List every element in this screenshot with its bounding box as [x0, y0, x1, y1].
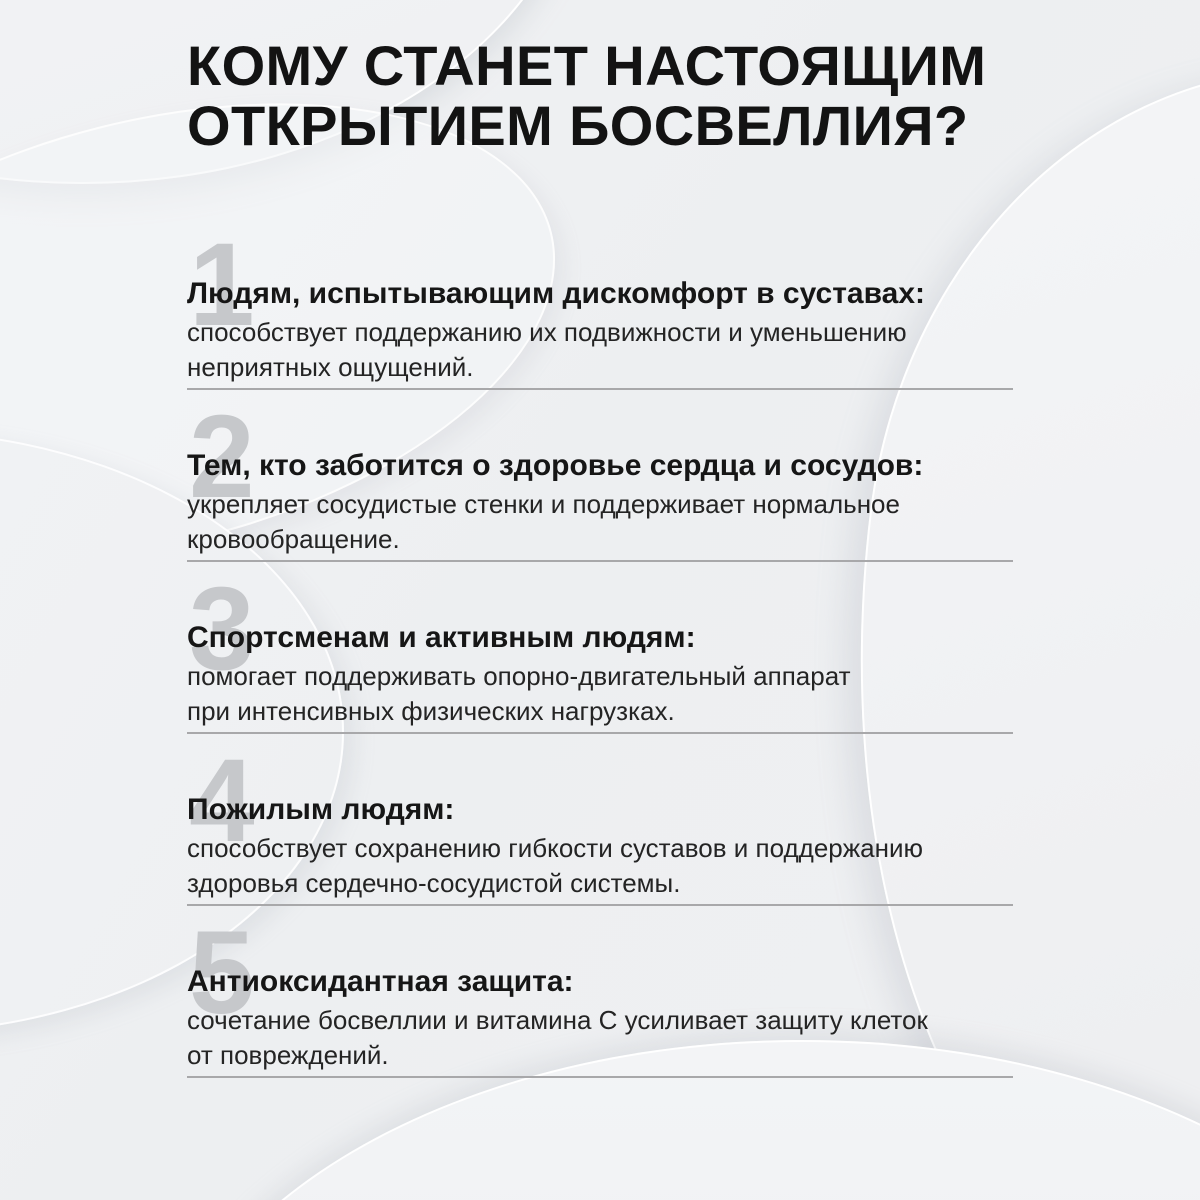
item-heading: Антиоксидантная защита:	[187, 964, 574, 998]
item-heading: Пожилым людям:	[187, 792, 455, 826]
item-divider	[187, 904, 1013, 906]
item-body-line-1: способствует поддержанию их подвижности и уменьшению	[187, 317, 907, 348]
item-body-line-2: здоровья сердечно-сосудистой системы.	[187, 868, 681, 899]
item-divider	[187, 732, 1013, 734]
item-body-line-1: помогает поддерживать опорно-двигательный аппарат	[187, 661, 851, 692]
page-title	[187, 36, 1013, 156]
item-divider	[187, 1076, 1013, 1078]
page-title-line-1: КОМУ СТАНЕТ НАСТОЯЩИМ	[187, 34, 987, 97]
item-body	[187, 831, 1013, 901]
list-item-2	[187, 390, 1013, 592]
page-title-line-2: ОТКРЫТИЕМ БОСВЕЛЛИЯ?	[187, 93, 969, 157]
content-column	[187, 0, 1013, 1108]
item-body	[187, 1003, 1013, 1073]
item-number: 3	[189, 562, 253, 695]
item-number: 2	[189, 390, 253, 523]
item-divider	[187, 388, 1013, 390]
item-body-line-1: укрепляет сосудистые стенки и поддерживает нормальное	[187, 489, 900, 520]
item-heading: Спортсменам и активным людям:	[187, 620, 696, 654]
item-body	[187, 487, 1013, 557]
list-item-4	[187, 734, 1013, 936]
item-body-line-2: кровообращение.	[187, 524, 400, 555]
item-body	[187, 315, 1013, 385]
benefits-list	[187, 218, 1013, 1108]
list-item-1	[187, 218, 1013, 420]
item-number: 5	[189, 906, 253, 1039]
list-item-3	[187, 562, 1013, 764]
item-body-line-1: способствует сохранению гибкости суставов и поддержанию	[187, 833, 923, 864]
item-body-line-2: неприятных ощущений.	[187, 352, 474, 383]
item-divider	[187, 560, 1013, 562]
item-body	[187, 659, 1013, 729]
item-body-line-2: при интенсивных физических нагрузках.	[187, 696, 675, 727]
item-body-line-2: от повреждений.	[187, 1040, 389, 1071]
item-number: 4	[189, 734, 253, 867]
item-body-line-1: сочетание босвеллии и витамина С усиливает защиту клеток	[187, 1005, 928, 1036]
item-heading: Людям, испытывающим дискомфорт в суставах:	[187, 276, 926, 310]
item-heading: Тем, кто заботится о здоровье сердца и сосудов:	[187, 448, 924, 482]
item-number: 1	[189, 218, 253, 351]
list-item-5	[187, 906, 1013, 1108]
